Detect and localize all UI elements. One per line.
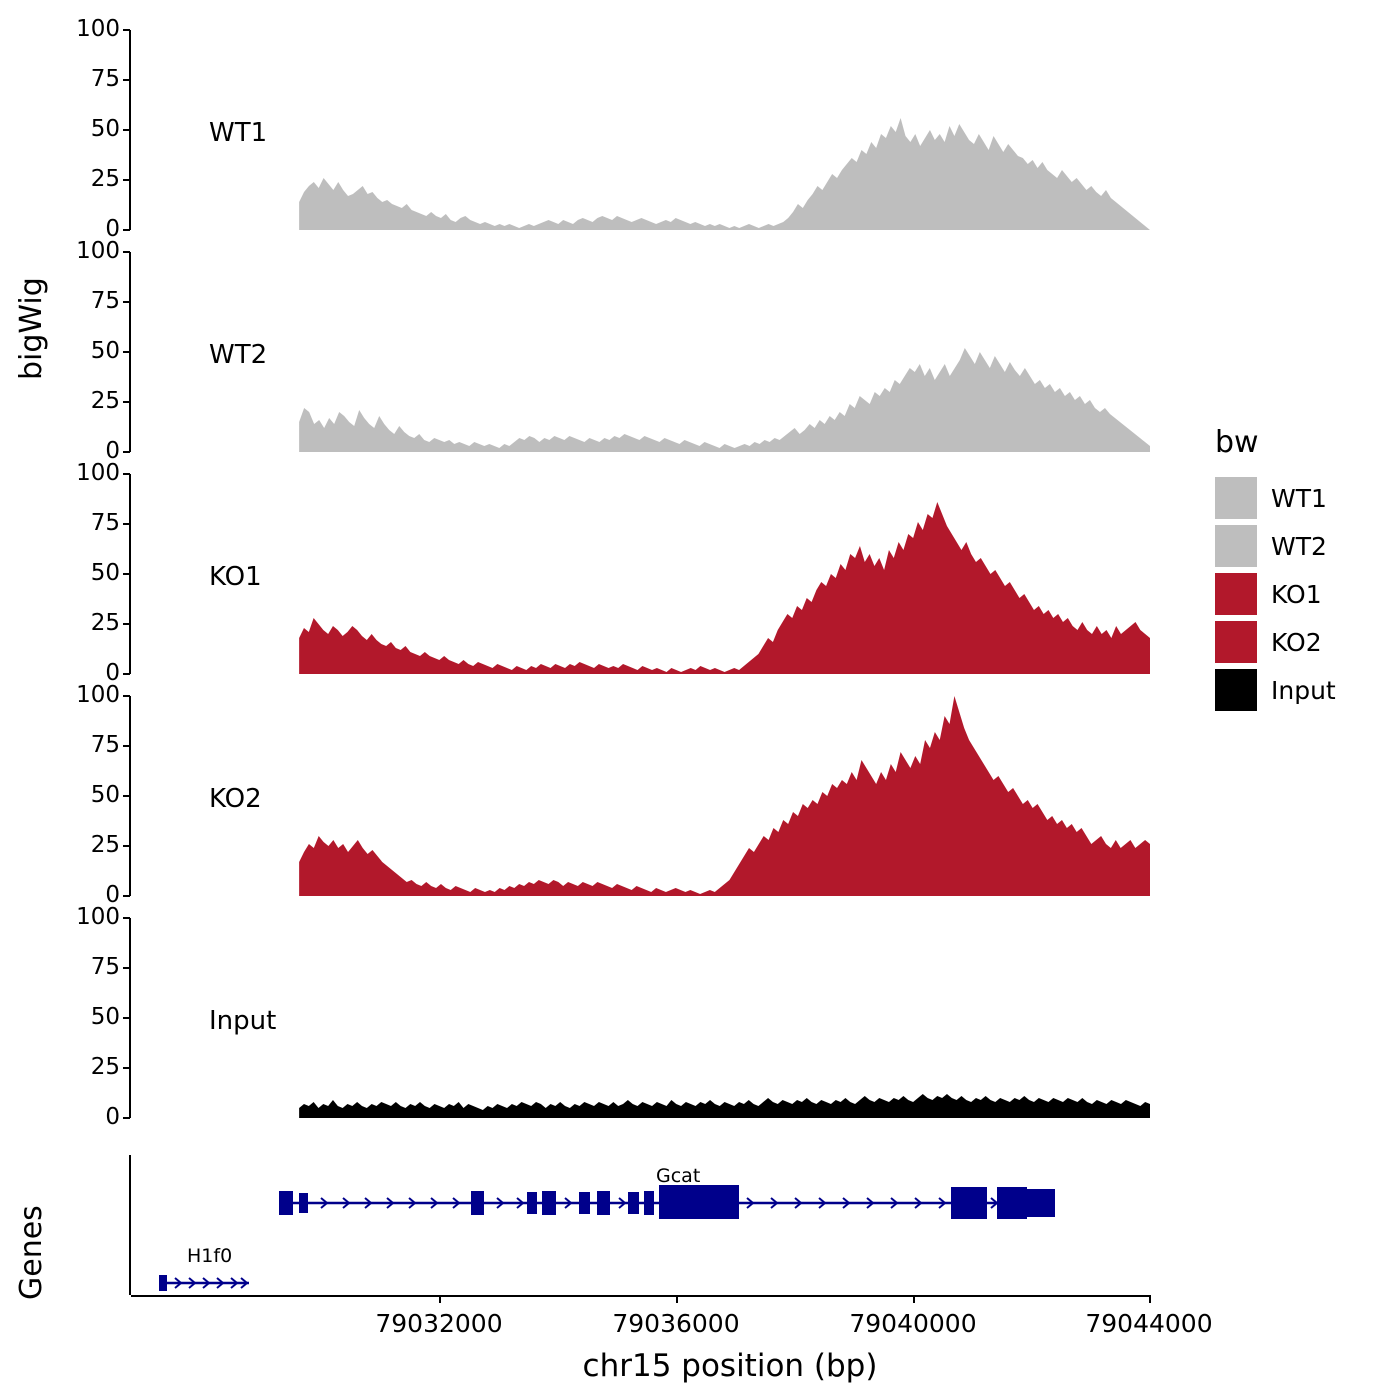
xtick-mark	[439, 1295, 441, 1303]
legend-item-input[interactable]	[1215, 666, 1390, 714]
ytick-75: 75	[90, 732, 120, 758]
x-axis-line	[131, 1295, 1150, 1297]
legend-label-ko1: KO1	[1271, 579, 1322, 609]
xtick-label-79032000: 79032000	[375, 1309, 503, 1338]
ytick-100: 100	[76, 904, 120, 930]
track-genes-axis	[60, 1155, 130, 1295]
ytick-0: 0	[105, 1104, 120, 1130]
track-label-wt1: WT1	[209, 118, 268, 148]
legend-item-wt1[interactable]	[1215, 474, 1390, 522]
y-axis-group-label: bigWig	[14, 277, 49, 380]
ytick-25: 25	[90, 832, 120, 858]
x-axis-title: chr15 position (bp)	[582, 1348, 878, 1384]
ytick-25: 25	[90, 610, 120, 636]
track-label-input: Input	[209, 1006, 277, 1036]
genes-axis-label: Genes	[14, 1205, 49, 1300]
track-ko2	[60, 682, 1150, 908]
legend	[1215, 425, 1390, 714]
track-wt1	[60, 16, 1150, 242]
ytick-100: 100	[76, 238, 120, 264]
legend-item-ko1[interactable]	[1215, 570, 1390, 618]
legend-label-wt1: WT1	[1271, 483, 1327, 513]
ytick-50: 50	[90, 782, 120, 808]
track-ko2-plot	[131, 696, 1150, 896]
legend-swatch-wt1	[1215, 477, 1257, 519]
gene-label-h1f0: H1f0	[187, 1245, 233, 1267]
xtick-mark	[913, 1295, 915, 1303]
legend-label-ko2: KO2	[1271, 627, 1322, 657]
track-input-plot	[131, 918, 1150, 1118]
track-genes	[60, 1155, 1150, 1295]
track-wt2-plot	[131, 252, 1150, 452]
ytick-100: 100	[76, 682, 120, 708]
ytick-0: 0	[105, 438, 120, 464]
track-ko1	[60, 460, 1150, 686]
track-wt1-axis	[60, 16, 130, 242]
xtick-label-79040000: 79040000	[849, 1309, 977, 1338]
legend-label-input: Input	[1271, 675, 1336, 705]
ytick-50: 50	[90, 1004, 120, 1030]
ytick-0: 0	[105, 882, 120, 908]
track-ko1-plot	[131, 474, 1150, 674]
track-ko1-axis	[60, 460, 130, 686]
ytick-75: 75	[90, 288, 120, 314]
ytick-50: 50	[90, 338, 120, 364]
xtick-label-79044000: 79044000	[1085, 1309, 1213, 1338]
ytick-75: 75	[90, 66, 120, 92]
track-input	[60, 904, 1150, 1130]
ytick-25: 25	[90, 1054, 120, 1080]
track-wt2	[60, 238, 1150, 464]
track-genes-plot	[131, 1155, 1150, 1295]
ytick-25: 25	[90, 388, 120, 414]
ytick-100: 100	[76, 16, 120, 42]
ytick-0: 0	[105, 660, 120, 686]
legend-item-ko2[interactable]	[1215, 618, 1390, 666]
gene-model-gcat	[279, 1185, 1055, 1219]
legend-label-wt2: WT2	[1271, 531, 1327, 561]
gene-label-gcat: Gcat	[656, 1165, 701, 1187]
legend-swatch-input	[1215, 669, 1257, 711]
legend-title: bw	[1215, 425, 1259, 460]
track-label-ko2: KO2	[209, 784, 262, 814]
ytick-75: 75	[90, 510, 120, 536]
legend-swatch-ko1	[1215, 573, 1257, 615]
legend-swatch-ko2	[1215, 621, 1257, 663]
legend-item-wt2[interactable]	[1215, 522, 1390, 570]
ytick-100: 100	[76, 460, 120, 486]
track-ko2-axis	[60, 682, 130, 908]
track-wt2-axis	[60, 238, 130, 464]
track-label-ko1: KO1	[209, 562, 262, 592]
track-input-axis	[60, 904, 130, 1130]
legend-swatch-wt2	[1215, 525, 1257, 567]
track-label-wt2: WT2	[209, 340, 268, 370]
xtick-mark	[676, 1295, 678, 1303]
ytick-50: 50	[90, 560, 120, 586]
ytick-50: 50	[90, 116, 120, 142]
gene-model-h1f0	[159, 1275, 249, 1291]
xtick-mark	[1149, 1295, 1151, 1303]
ytick-0: 0	[105, 216, 120, 242]
ytick-25: 25	[90, 166, 120, 192]
xtick-label-79036000: 79036000	[612, 1309, 740, 1338]
track-wt1-plot	[131, 30, 1150, 230]
ytick-75: 75	[90, 954, 120, 980]
